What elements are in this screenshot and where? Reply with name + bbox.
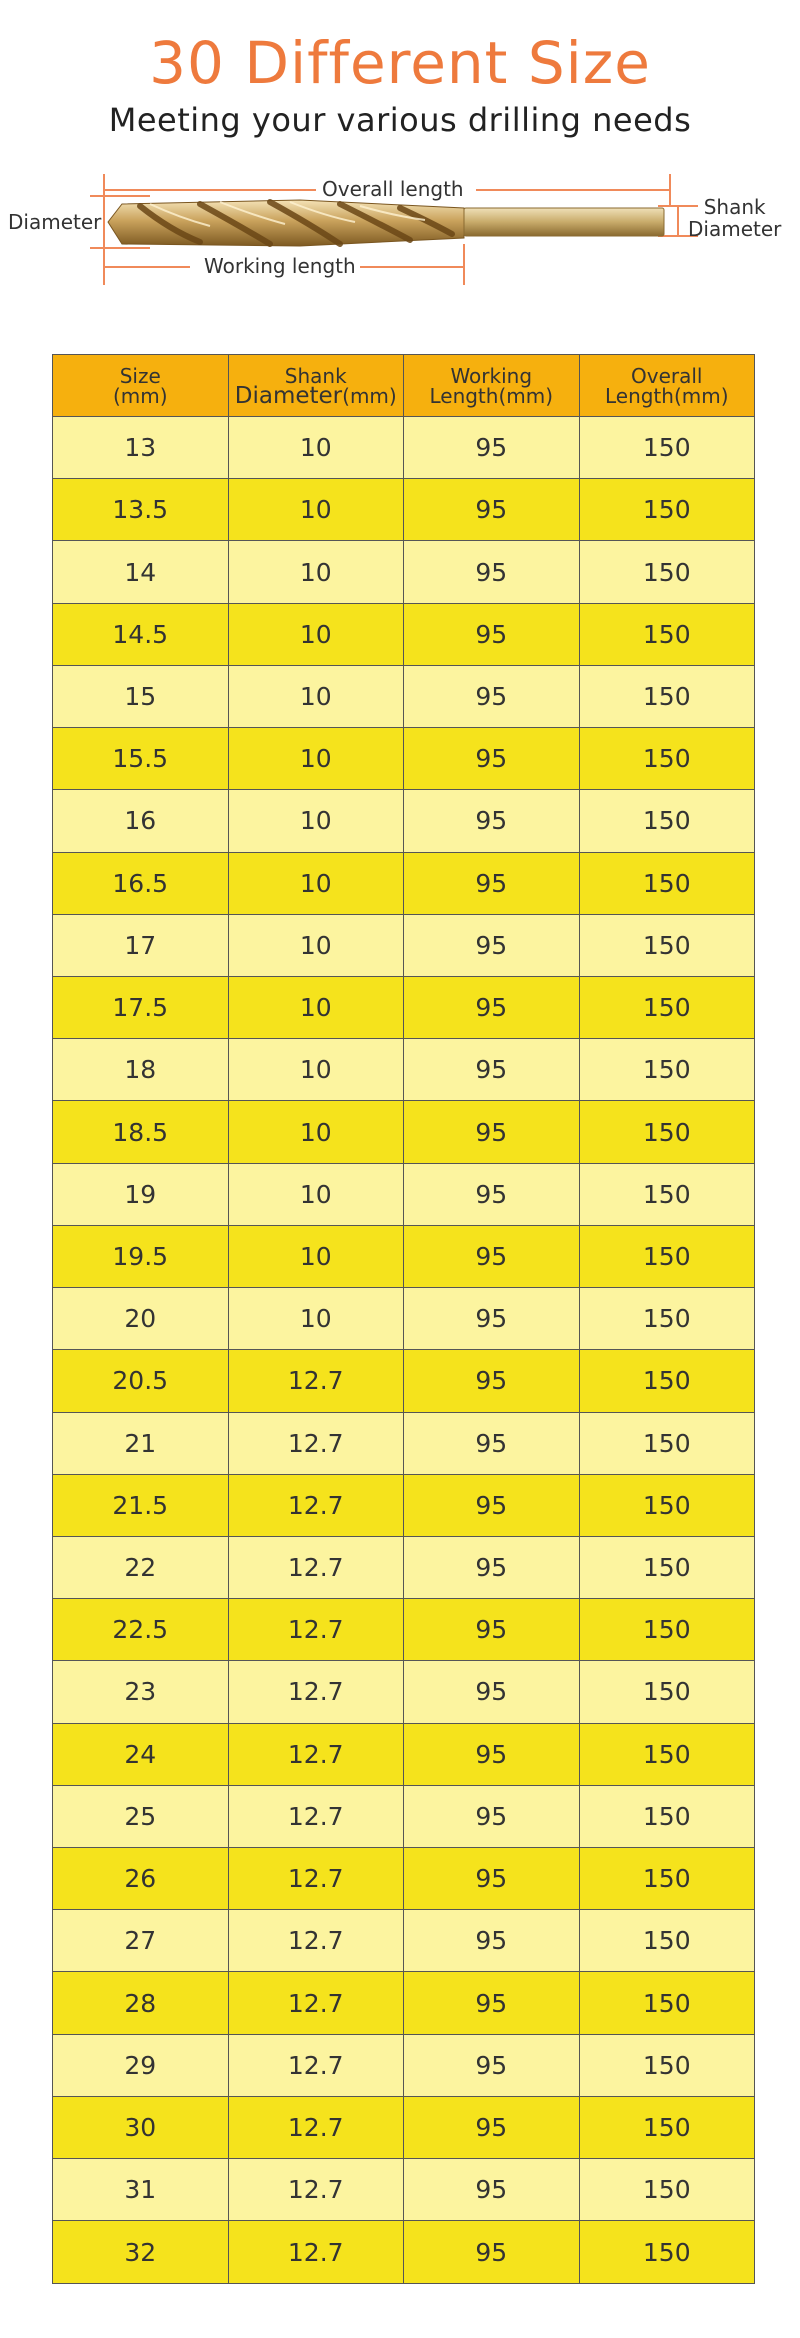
cell-size: 13.5 — [53, 479, 229, 541]
cell-size: 24 — [53, 1723, 229, 1785]
cell-working-length: 95 — [404, 1661, 580, 1723]
header-size — [53, 355, 229, 417]
cell-size: 30 — [53, 2096, 229, 2158]
size-table-container — [52, 354, 755, 2284]
cell-overall-length: 150 — [579, 790, 755, 852]
cell-overall-length: 150 — [579, 852, 755, 914]
cell-shank-diameter: 12.7 — [228, 1972, 404, 2034]
table-row — [53, 1288, 755, 1350]
shank-diameter-label — [688, 196, 781, 240]
cell-size: 31 — [53, 2159, 229, 2221]
cell-shank-diameter: 10 — [228, 1225, 404, 1287]
header-overall-length — [579, 355, 755, 417]
cell-working-length: 95 — [404, 603, 580, 665]
header-working-length — [404, 355, 580, 417]
cell-size: 22 — [53, 1536, 229, 1598]
cell-size: 17.5 — [53, 976, 229, 1038]
cell-size: 15 — [53, 665, 229, 727]
cell-shank-diameter: 12.7 — [228, 1412, 404, 1474]
table-row — [53, 790, 755, 852]
table-row — [53, 914, 755, 976]
cell-overall-length: 150 — [579, 541, 755, 603]
cell-working-length: 95 — [404, 1536, 580, 1598]
cell-size: 14.5 — [53, 603, 229, 665]
cell-working-length: 95 — [404, 1785, 580, 1847]
cell-overall-length: 150 — [579, 1412, 755, 1474]
table-row — [53, 1785, 755, 1847]
cell-shank-diameter: 10 — [228, 1039, 404, 1101]
overall-length-label: Overall length — [322, 177, 464, 201]
table-row — [53, 541, 755, 603]
cell-overall-length: 150 — [579, 976, 755, 1038]
cell-working-length: 95 — [404, 1288, 580, 1350]
table-row — [53, 1474, 755, 1536]
cell-size: 22.5 — [53, 1599, 229, 1661]
cell-size: 13 — [53, 417, 229, 479]
cell-working-length: 95 — [404, 914, 580, 976]
diameter-label: Diameter — [8, 210, 102, 234]
table-row — [53, 2159, 755, 2221]
table-row — [53, 1101, 755, 1163]
cell-working-length: 95 — [404, 728, 580, 790]
cell-shank-diameter: 10 — [228, 852, 404, 914]
cell-size: 25 — [53, 1785, 229, 1847]
cell-size: 18 — [53, 1039, 229, 1101]
cell-size: 29 — [53, 2034, 229, 2096]
table-row — [53, 1910, 755, 1972]
cell-shank-diameter: 12.7 — [228, 1350, 404, 1412]
cell-working-length: 95 — [404, 1848, 580, 1910]
cell-overall-length: 150 — [579, 1474, 755, 1536]
table-row — [53, 728, 755, 790]
table-header-row — [53, 355, 755, 417]
cell-overall-length: 150 — [579, 2159, 755, 2221]
cell-shank-diameter: 12.7 — [228, 2034, 404, 2096]
table-row — [53, 1536, 755, 1598]
cell-size: 32 — [53, 2221, 229, 2284]
header-overall-line1: Overall — [631, 363, 703, 388]
cell-size: 20.5 — [53, 1350, 229, 1412]
cell-shank-diameter: 12.7 — [228, 2221, 404, 2284]
drill-bit-diagram — [0, 160, 800, 300]
table-row — [53, 417, 755, 479]
table-row — [53, 1412, 755, 1474]
cell-shank-diameter: 12.7 — [228, 1599, 404, 1661]
cell-size: 18.5 — [53, 1101, 229, 1163]
table-row — [53, 976, 755, 1038]
cell-shank-diameter: 12.7 — [228, 2159, 404, 2221]
table-row — [53, 603, 755, 665]
cell-overall-length: 150 — [579, 1910, 755, 1972]
cell-size: 16.5 — [53, 852, 229, 914]
cell-overall-length: 150 — [579, 1972, 755, 2034]
cell-working-length: 95 — [404, 1412, 580, 1474]
cell-overall-length: 150 — [579, 1599, 755, 1661]
cell-working-length: 95 — [404, 1225, 580, 1287]
cell-working-length: 95 — [404, 2034, 580, 2096]
table-row — [53, 1350, 755, 1412]
cell-working-length: 95 — [404, 665, 580, 727]
shank-label-line1: Shank — [703, 195, 766, 219]
table-row — [53, 1163, 755, 1225]
cell-shank-diameter: 12.7 — [228, 1785, 404, 1847]
header-working-line1: Working — [450, 363, 533, 388]
header-shank-line1: Shank — [284, 363, 347, 388]
cell-shank-diameter: 12.7 — [228, 1848, 404, 1910]
cell-overall-length: 150 — [579, 1723, 755, 1785]
cell-shank-diameter: 12.7 — [228, 1661, 404, 1723]
table-row — [53, 2034, 755, 2096]
cell-working-length: 95 — [404, 2221, 580, 2284]
header-shank-line2 — [229, 382, 404, 409]
cell-overall-length: 150 — [579, 1661, 755, 1723]
cell-overall-length: 150 — [579, 1163, 755, 1225]
cell-working-length: 95 — [404, 1599, 580, 1661]
cell-shank-diameter: 10 — [228, 603, 404, 665]
table-row — [53, 1848, 755, 1910]
cell-shank-diameter: 10 — [228, 1288, 404, 1350]
table-row — [53, 1661, 755, 1723]
header-shank-diameter — [228, 355, 404, 417]
cell-overall-length: 150 — [579, 2221, 755, 2284]
cell-overall-length: 150 — [579, 728, 755, 790]
cell-working-length: 95 — [404, 1910, 580, 1972]
cell-working-length: 95 — [404, 1039, 580, 1101]
cell-overall-length: 150 — [579, 2034, 755, 2096]
cell-overall-length: 150 — [579, 914, 755, 976]
cell-size: 19 — [53, 1163, 229, 1225]
header-shank-unit: (mm) — [342, 383, 397, 408]
table-body — [53, 417, 755, 2284]
cell-size: 28 — [53, 1972, 229, 2034]
cell-working-length: 95 — [404, 1101, 580, 1163]
cell-size: 20 — [53, 1288, 229, 1350]
table-row — [53, 2096, 755, 2158]
cell-working-length: 95 — [404, 417, 580, 479]
cell-working-length: 95 — [404, 976, 580, 1038]
header-shank-diameter-word: Diameter — [234, 382, 343, 409]
cell-size: 21.5 — [53, 1474, 229, 1536]
cell-working-length: 95 — [404, 2159, 580, 2221]
cell-working-length: 95 — [404, 1474, 580, 1536]
table-row — [53, 665, 755, 727]
cell-shank-diameter: 10 — [228, 728, 404, 790]
cell-working-length: 95 — [404, 479, 580, 541]
working-length-label: Working length — [204, 254, 356, 278]
cell-shank-diameter: 10 — [228, 914, 404, 976]
cell-shank-diameter: 12.7 — [228, 2096, 404, 2158]
cell-size: 27 — [53, 1910, 229, 1972]
cell-working-length: 95 — [404, 2096, 580, 2158]
cell-overall-length: 150 — [579, 1039, 755, 1101]
cell-working-length: 95 — [404, 1972, 580, 2034]
cell-shank-diameter: 10 — [228, 976, 404, 1038]
cell-shank-diameter: 10 — [228, 417, 404, 479]
cell-shank-diameter: 10 — [228, 479, 404, 541]
header-working-line2: Length(mm) — [429, 383, 554, 408]
cell-overall-length: 150 — [579, 1785, 755, 1847]
cell-working-length: 95 — [404, 790, 580, 852]
table-row — [53, 1599, 755, 1661]
cell-working-length: 95 — [404, 1163, 580, 1225]
cell-overall-length: 150 — [579, 479, 755, 541]
cell-size: 26 — [53, 1848, 229, 1910]
cell-overall-length: 150 — [579, 1848, 755, 1910]
table-row — [53, 479, 755, 541]
table-row — [53, 1972, 755, 2034]
cell-size: 21 — [53, 1412, 229, 1474]
cell-size: 15.5 — [53, 728, 229, 790]
cell-overall-length: 150 — [579, 2096, 755, 2158]
table-row — [53, 1039, 755, 1101]
cell-working-length: 95 — [404, 1723, 580, 1785]
cell-shank-diameter: 12.7 — [228, 1474, 404, 1536]
cell-working-length: 95 — [404, 852, 580, 914]
cell-size: 19.5 — [53, 1225, 229, 1287]
cell-shank-diameter: 12.7 — [228, 1536, 404, 1598]
cell-overall-length: 150 — [579, 603, 755, 665]
cell-size: 14 — [53, 541, 229, 603]
header-size-line1: Size — [119, 363, 161, 388]
cell-overall-length: 150 — [579, 1350, 755, 1412]
page-subtitle: Meeting your various drilling needs — [108, 101, 692, 139]
cell-overall-length: 150 — [579, 1288, 755, 1350]
cell-overall-length: 150 — [579, 1536, 755, 1598]
cell-shank-diameter: 10 — [228, 1101, 404, 1163]
table-row — [53, 2221, 755, 2284]
cell-overall-length: 150 — [579, 1225, 755, 1287]
cell-size: 16 — [53, 790, 229, 852]
cell-size: 23 — [53, 1661, 229, 1723]
cell-shank-diameter: 10 — [228, 1163, 404, 1225]
table-row — [53, 1225, 755, 1287]
cell-shank-diameter: 10 — [228, 541, 404, 603]
cell-overall-length: 150 — [579, 417, 755, 479]
cell-shank-diameter: 12.7 — [228, 1723, 404, 1785]
cell-shank-diameter: 10 — [228, 790, 404, 852]
header-overall-line2: Length(mm) — [604, 383, 729, 408]
table-row — [53, 1723, 755, 1785]
cell-size: 17 — [53, 914, 229, 976]
shank-label-line2: Diameter — [688, 217, 782, 241]
cell-overall-length: 150 — [579, 1101, 755, 1163]
cell-shank-diameter: 10 — [228, 665, 404, 727]
cell-overall-length: 150 — [579, 665, 755, 727]
page-title: 30 Different Size — [149, 29, 651, 97]
table-row — [53, 852, 755, 914]
cell-working-length: 95 — [404, 541, 580, 603]
size-table — [52, 354, 755, 2284]
header-size-line2: (mm) — [112, 383, 168, 408]
cell-working-length: 95 — [404, 1350, 580, 1412]
cell-shank-diameter: 12.7 — [228, 1910, 404, 1972]
